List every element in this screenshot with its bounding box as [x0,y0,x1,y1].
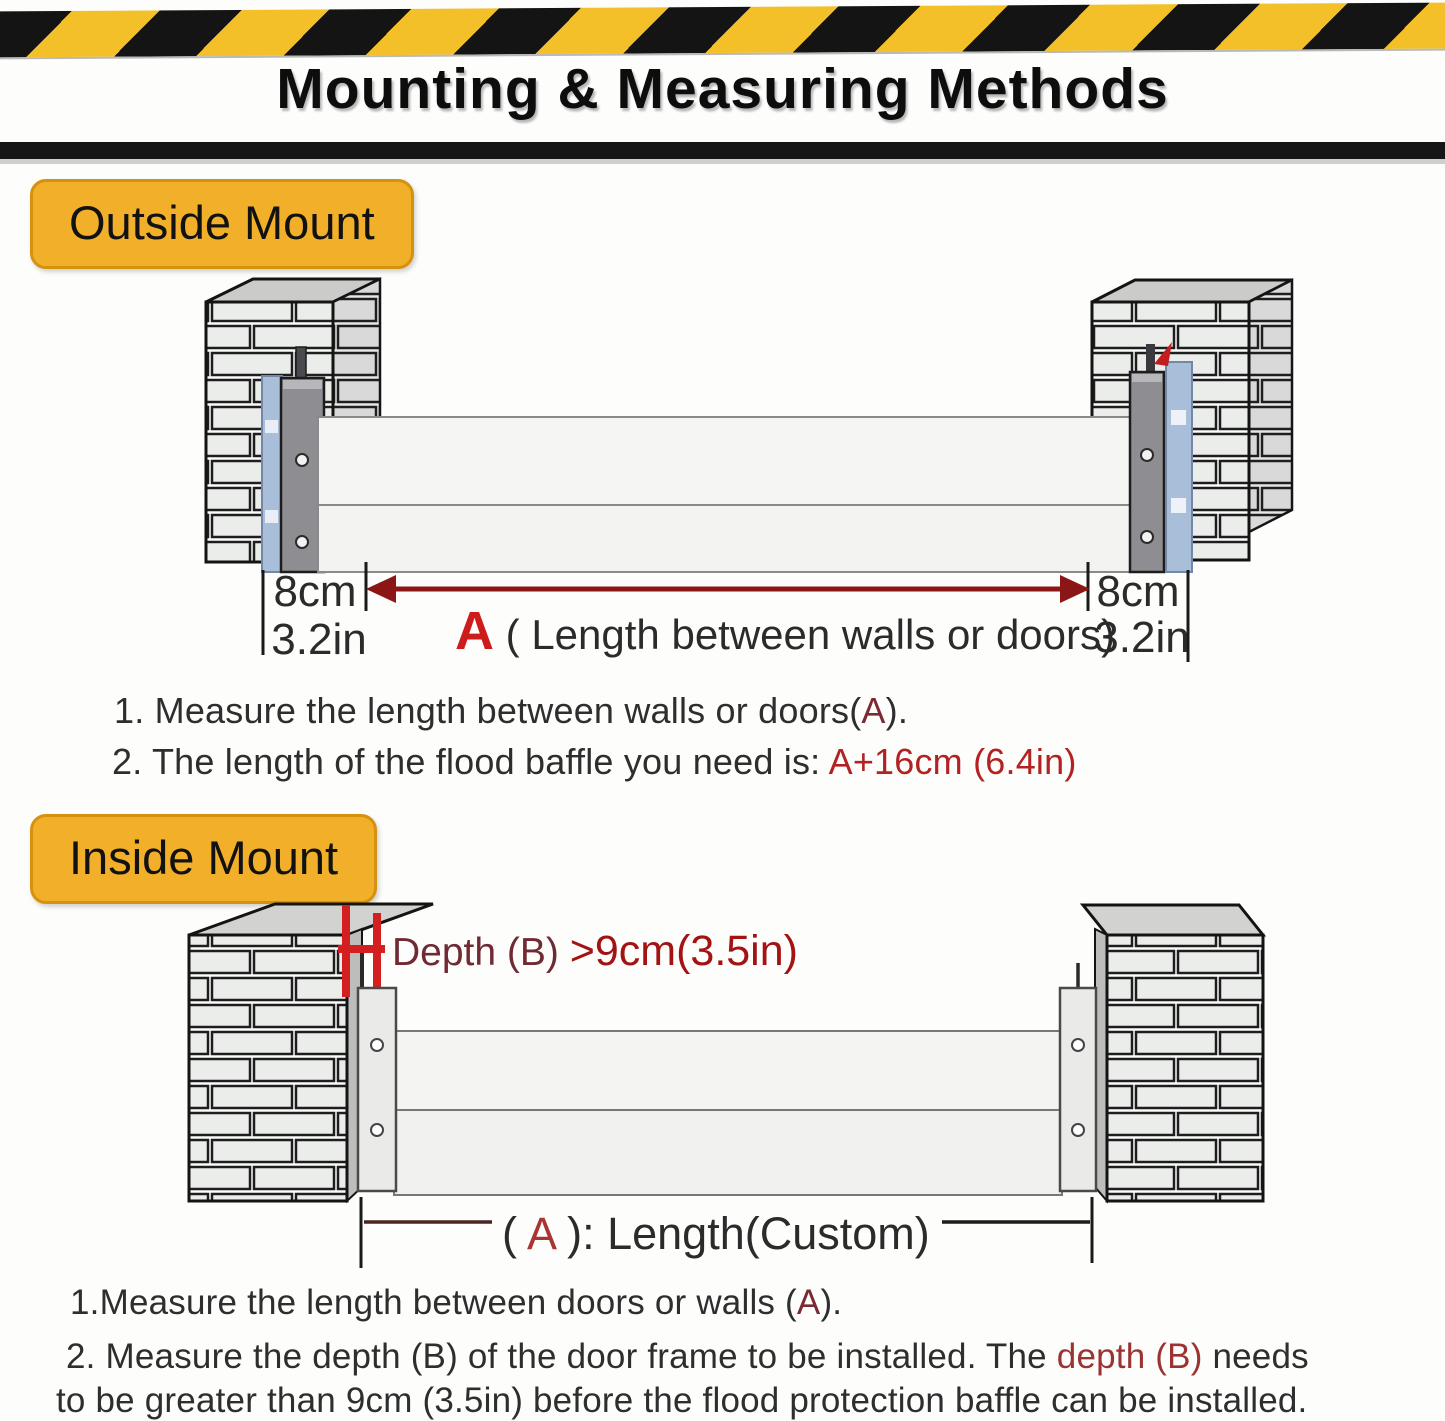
screw-hole [296,536,308,548]
left-blue-seal-strip [262,376,282,572]
depth-label-text: Depth (B) [392,931,570,974]
right-channel-rail [1060,988,1096,1191]
right-blue-seal-strip [1166,362,1192,572]
inside-step-3 [56,1381,1307,1421]
flood-baffle [318,417,1136,572]
length-caption-rest: ( Length between walls or doors) [505,611,1115,658]
baffle-panel-top [394,1031,1062,1110]
baffle-panel-bottom [394,1110,1062,1195]
baffle-panel-top [318,417,1136,505]
left-mount-hardware [358,953,396,1191]
right-top-pin [1146,344,1155,374]
inside-step-2-end: needs [1202,1337,1309,1376]
inside-mount-diagram [0,895,1445,1270]
header-divider-bar [0,142,1445,159]
outside-step-1-a: A [861,690,886,731]
left-top-pin [296,347,306,380]
hazard-stripe-banner [0,3,1445,60]
outside-step-1-text: 1. Measure the length between walls or doors( [114,690,862,731]
screw-hole [371,1124,383,1136]
left-8cm-label: 8cm [273,567,357,616]
outside-step-2-text: 2. The length of the flood baffle you need is: [112,741,829,782]
outside-step-2 [112,741,1077,783]
outside-step-2-formula: A+16cm (6.4in) [828,741,1077,782]
inside-measurement [361,1197,1092,1268]
screw-hole [1141,531,1153,543]
inside-step-2 [66,1337,1309,1377]
length-caption-a: A [455,601,494,661]
left-channel-rail [358,988,396,1191]
outside-mount-diagram [0,270,1445,670]
left-mount-hardware [262,347,324,572]
length-caption [455,601,1115,661]
baffle-panel-bottom [318,505,1136,572]
screw-hole [1072,1124,1084,1136]
outside-mount-label: Outside Mount [30,179,414,269]
inside-step-1-a: A [796,1283,821,1322]
inside-step-2-text: 2. Measure the depth (B) of the door frame to be installed. The [66,1337,1057,1376]
right-32in-label: 3.2in [1094,613,1190,662]
depth-label-value: >9cm(3.5in) [569,927,798,975]
outside-step-1 [114,690,908,732]
screw-hole [1072,1039,1084,1051]
page-title: Mounting & Measuring Methods [276,57,1169,121]
left-32in-label: 3.2in [271,615,367,664]
screw-hole [1141,449,1153,461]
custom-length-a: A [527,1208,555,1259]
right-mount-hardware [1060,963,1096,1191]
outside-step-1-end: ). [885,690,909,731]
inside-step-1-text: 1.Measure the length between doors or walls ( [70,1283,797,1322]
outside-measurement [263,562,1190,664]
inside-step-1 [70,1283,842,1323]
flood-baffle [394,1031,1062,1195]
right-mount-hardware [1130,342,1192,572]
inside-step-2-depth: depth (B) [1056,1337,1203,1376]
screw-hole [296,454,308,466]
right-8cm-label: 8cm [1096,567,1180,616]
custom-length-open: ( [502,1208,517,1259]
right-pillar [1083,905,1263,1201]
depth-label [392,927,798,975]
inside-step-1-end: ). [820,1283,843,1322]
inside-mount-label: Inside Mount [30,814,377,904]
inside-step-3-text: to be greater than 9cm (3.5in) before the flood protection baffle can be installed. [56,1381,1308,1420]
screw-hole [371,1039,383,1051]
custom-length-label [502,1208,930,1259]
custom-length-rest: ): Length(Custom) [567,1208,930,1259]
header-divider-edge [0,159,1445,164]
measure-arrow [366,575,1090,603]
